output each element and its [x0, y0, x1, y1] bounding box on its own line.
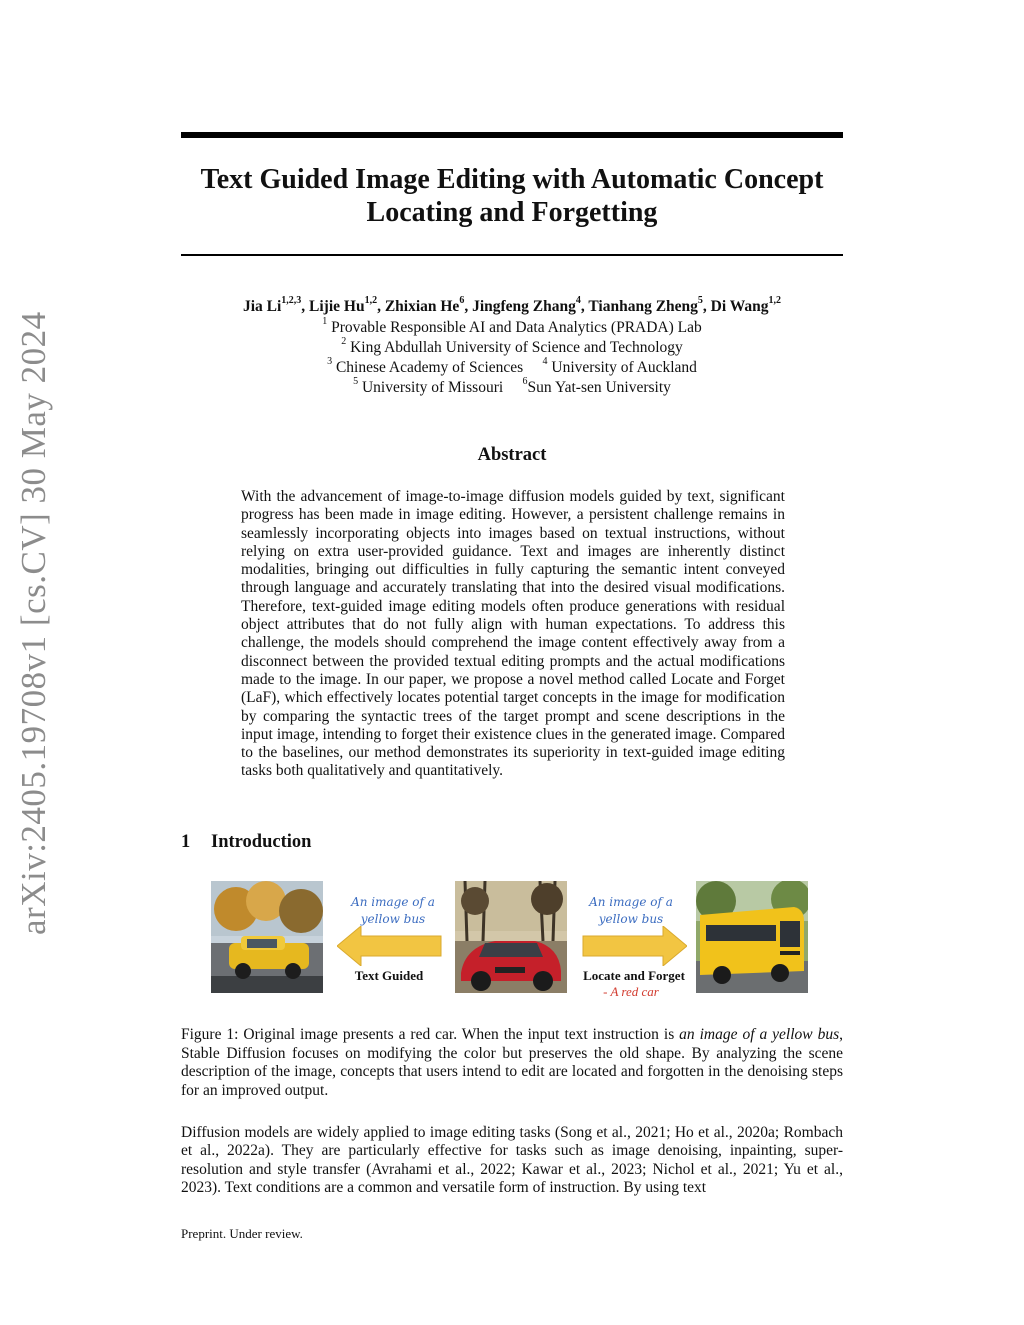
affiliation-5-6 [150, 376, 874, 397]
aff-text: Chinese Academy of Sciences [335, 359, 524, 376]
title-line-2: Locating and Forgetting [366, 197, 658, 228]
text-guided-result-image [211, 881, 323, 993]
author-sup: 1,2 [768, 295, 782, 306]
author-sup: 1,2,3 [281, 295, 302, 306]
abstract-body [241, 488, 785, 781]
caption-italic: an image of a yellow bus [679, 1026, 840, 1043]
aff-text: University of Auckland [551, 359, 697, 376]
aff-text: Sun Yat-sen University [527, 379, 671, 396]
caption-part-1: Figure 1: Original image presents a red car. When the input text instruction is [181, 1026, 680, 1043]
aff-text: Provable Responsible AI and Data Analytics (PRADA) Lab [331, 319, 702, 336]
affiliation-1 [150, 316, 874, 337]
right-prompt-line-1: An image of a [589, 895, 673, 909]
author: Di Wang [710, 298, 769, 315]
paper-title [181, 163, 843, 229]
original-image [455, 881, 567, 993]
body-paragraph: Diffusion models are widely applied to image editing tasks (Song et al., 2021; Ho et al., 2020a; Rombach et al., 2022a). They are particularly effective for tasks such as image denoising, inpainting, super-resolution and style transfer (Avrahami et al., 2022; Kawar et al., 2023; Nichol et al., 2021; Yu et al., 2023). Text conditions are a common and versatile form of instruction. By using text [181, 1124, 843, 1196]
left-prompt-line-2: yellow bus [360, 912, 426, 926]
forgotten-concept-label: - A red car [603, 984, 659, 999]
author-list: Jia Li$^{1,2,3}$, Lijie Hu$^{1,2}$, Zhixian He$^6$, Jingfeng Zhang$^4$, Tianhang Zheng$^5$, Di Wang$^{1,2}$ [242, 295, 782, 315]
author: Tianhang Zheng [588, 298, 698, 315]
affiliation-3-4 [150, 356, 874, 377]
page-footer: Preprint. Under review. [181, 1226, 303, 1241]
aff-sup: 4 [542, 356, 548, 367]
caption-part-2: , Stable Diffusion focuses on modifying the color but preserves the old shape. By analyzing the scene description of the image, concepts that users intend to edit are located and forgotten in the denoising steps for an improved output. [181, 1026, 843, 1099]
author: Jingfeng Zhang [472, 298, 576, 315]
section-title: Introduction [211, 832, 312, 852]
arxiv-side-stamp: arXiv:2405.19708v1 [cs.CV] 30 May 2024 [14, 311, 53, 935]
figure-1 [181, 876, 843, 998]
title-line-1: Text Guided Image Editing with Automatic Concept [200, 164, 824, 195]
abstract-heading: Abstract [477, 445, 547, 465]
section-heading [181, 832, 311, 853]
author-sup: 4 [575, 295, 581, 306]
section-number: 1 [181, 832, 191, 852]
text-guided-label: Text Guided [354, 968, 424, 983]
left-prompt [341, 894, 445, 928]
aff-text: University of Missouri [361, 379, 504, 396]
locate-and-forget-label: Locate and Forget [583, 968, 685, 983]
figure-caption [181, 1026, 843, 1100]
author: Jia Li [242, 298, 282, 315]
aff-sup: 6 [522, 376, 528, 387]
title-bottom-rule [181, 254, 843, 256]
right-arrow-icon [581, 926, 687, 966]
affiliation-2 [150, 336, 874, 357]
left-arrow-icon [337, 926, 443, 966]
locate-and-forget-result-image [696, 881, 808, 993]
author-sup: 6 [459, 295, 465, 306]
aff-sup: 2 [341, 336, 347, 347]
aff-text: King Abdullah University of Science and Technology [350, 339, 683, 356]
right-prompt [579, 894, 683, 928]
title-top-rule [181, 132, 843, 138]
right-prompt-line-2: yellow bus [598, 912, 664, 926]
aff-sup: 5 [353, 376, 359, 387]
aff-sup: 3 [327, 356, 333, 367]
author-sup: 5 [697, 295, 703, 306]
abstract-text: With the advancement of image-to-image diffusion models guided by text, significant progress has been made in image editing. However, a persistent challenge remains in seamlessly incorporating objects into images based on textual instructions, without relying on extra user-provided guidance. Text and images are inherently distinct modalities, bringing out difficulties in fully capturing the semantic intent conveyed through language and accurately translating that into the desired visual modifications. Therefore, text-guided image editing models often produce generations with residual object attributes that do not fully align with human expectations. To address this challenge, the models should comprehend the image content effectively away from a disconnect between the provided textual editing prompts and the actual modifications made to the image. In our paper, we propose a novel method called Locate and Forget (LaF), which effectively locates potential target concepts in the image for modification by comparing the syntactic trees of the target prompt and scene descriptions in the input image, intending to forget their existence clues in the generated image. Compared to the baselines, our method demonstrates its superiority in text-guided image editing tasks both qualitatively and quantitatively. [241, 488, 785, 780]
left-prompt-line-1: An image of a [351, 895, 435, 909]
aff-sup: 1 [322, 316, 328, 327]
author: Lijie Hu [309, 298, 365, 315]
author: Zhixian He [384, 298, 460, 315]
author-sup: 1,2 [364, 295, 378, 306]
